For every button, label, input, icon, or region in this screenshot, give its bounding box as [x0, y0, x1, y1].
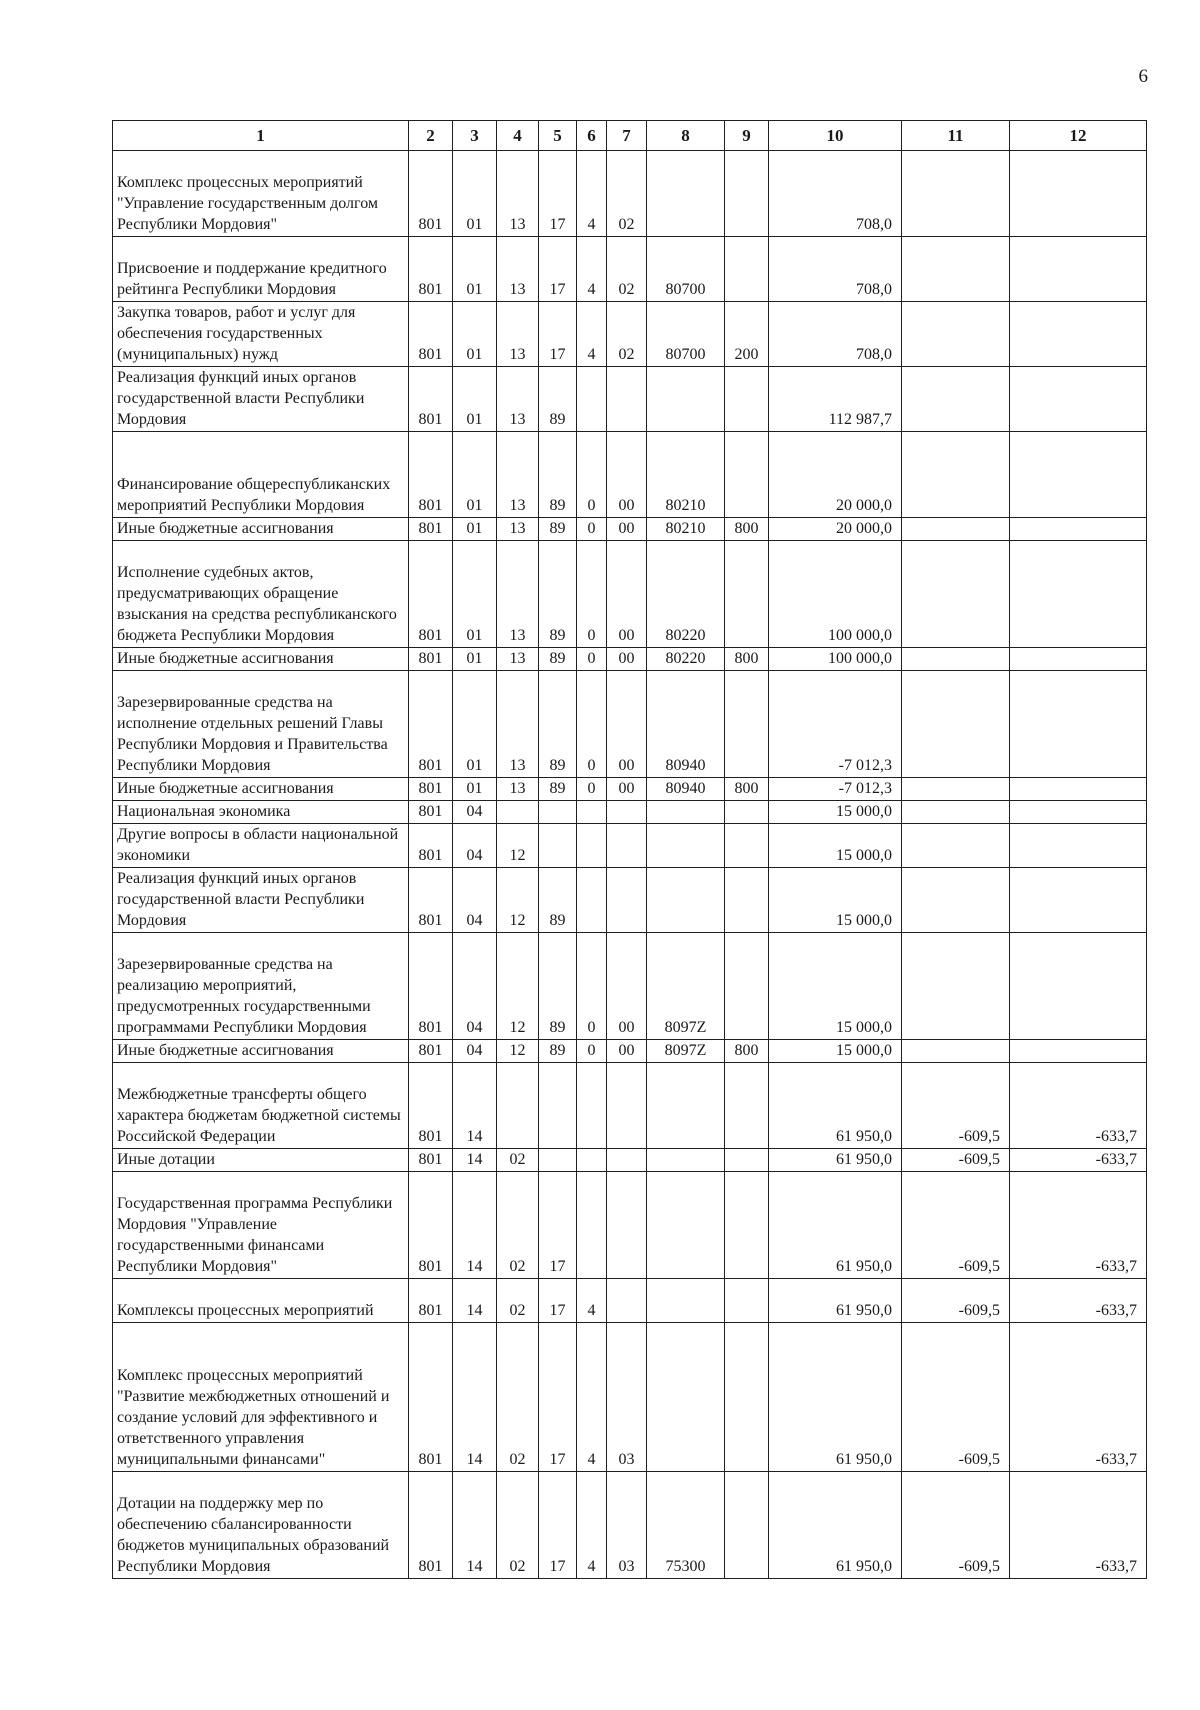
code-prog-cell: 17: [539, 1172, 577, 1279]
amount-col10-cell: 61 950,0: [769, 1279, 902, 1323]
code-event-cell: [607, 367, 647, 432]
amount-col10-cell: 15 000,0: [769, 801, 902, 824]
code-pr-cell: 02: [497, 1472, 539, 1579]
code-dir-cell: [647, 1172, 725, 1279]
code-prog-cell: 17: [539, 1279, 577, 1323]
code-pr-cell: 12: [497, 933, 539, 1040]
code-event-cell: [607, 824, 647, 868]
code-pr-cell: 13: [497, 648, 539, 671]
code-pr-cell: 13: [497, 151, 539, 237]
row-name-cell: Государственная программа Республики Мордовия "Управление государственными финансами Республики Мордовия": [113, 1172, 409, 1279]
code-vr-cell: [725, 1172, 769, 1279]
code-gr-cell: 801: [409, 1063, 453, 1149]
code-pr-cell: 13: [497, 778, 539, 801]
amount-col12-cell: [1010, 302, 1147, 367]
code-dir-cell: [647, 151, 725, 237]
amount-col12-cell: [1010, 868, 1147, 933]
code-pr-cell: 13: [497, 237, 539, 302]
code-dir-cell: [647, 1323, 725, 1472]
code-gr-cell: 801: [409, 801, 453, 824]
amount-col11-cell: [902, 778, 1010, 801]
page-number: 6: [1138, 66, 1148, 87]
column-header: 8: [647, 121, 725, 151]
code-pr-cell: 13: [497, 432, 539, 518]
amount-col11-cell: [902, 432, 1010, 518]
code-gr-cell: 801: [409, 518, 453, 541]
code-vr-cell: [725, 868, 769, 933]
code-prog-cell: 89: [539, 541, 577, 648]
code-rz-cell: 14: [453, 1063, 497, 1149]
code-prog-cell: 89: [539, 868, 577, 933]
amount-col10-cell: -7 012,3: [769, 778, 902, 801]
row-name-cell: Дотации на поддержку мер по обеспечению сбалансированности бюджетов муниципальных образований Республики Мордовия: [113, 1472, 409, 1579]
amount-col10-cell: 61 950,0: [769, 1172, 902, 1279]
code-gr-cell: 801: [409, 302, 453, 367]
amount-col11-cell: [902, 151, 1010, 237]
header-row: [113, 121, 1147, 151]
amount-col12-cell: -633,7: [1010, 1279, 1147, 1323]
amount-col10-cell: 708,0: [769, 237, 902, 302]
code-sub-cell: [577, 868, 607, 933]
row-name-cell: Комплексы процессных мероприятий: [113, 1279, 409, 1323]
amount-col12-cell: -633,7: [1010, 1323, 1147, 1472]
code-event-cell: 03: [607, 1323, 647, 1472]
code-gr-cell: 801: [409, 671, 453, 778]
amount-col12-cell: [1010, 1040, 1147, 1063]
code-rz-cell: 01: [453, 541, 497, 648]
code-rz-cell: 14: [453, 1172, 497, 1279]
amount-col11-cell: [902, 237, 1010, 302]
code-vr-cell: [725, 541, 769, 648]
code-rz-cell: 14: [453, 1279, 497, 1323]
amount-col10-cell: 20 000,0: [769, 518, 902, 541]
amount-col10-cell: 112 987,7: [769, 367, 902, 432]
amount-col10-cell: 100 000,0: [769, 648, 902, 671]
amount-col10-cell: 708,0: [769, 302, 902, 367]
code-event-cell: [607, 1149, 647, 1172]
code-dir-cell: 80940: [647, 671, 725, 778]
code-prog-cell: 89: [539, 933, 577, 1040]
code-dir-cell: 80700: [647, 237, 725, 302]
code-sub-cell: [577, 1149, 607, 1172]
code-prog-cell: 89: [539, 671, 577, 778]
code-prog-cell: 17: [539, 1323, 577, 1472]
code-pr-cell: 13: [497, 302, 539, 367]
code-sub-cell: 0: [577, 671, 607, 778]
code-event-cell: 00: [607, 518, 647, 541]
code-gr-cell: 801: [409, 778, 453, 801]
code-rz-cell: 14: [453, 1149, 497, 1172]
code-dir-cell: 8097Z: [647, 1040, 725, 1063]
code-prog-cell: 89: [539, 1040, 577, 1063]
code-rz-cell: 04: [453, 1040, 497, 1063]
amount-col11-cell: [902, 541, 1010, 648]
code-sub-cell: 0: [577, 541, 607, 648]
code-event-cell: 00: [607, 648, 647, 671]
row-name-cell: Реализация функций иных органов государственной власти Республики Мордовия: [113, 367, 409, 432]
table-row: [113, 648, 1147, 671]
code-prog-cell: 17: [539, 237, 577, 302]
column-header: 7: [607, 121, 647, 151]
code-rz-cell: 04: [453, 868, 497, 933]
code-gr-cell: 801: [409, 1149, 453, 1172]
row-name-cell: Зарезервированные средства на исполнение отдельных решений Главы Республики Мордовия и Правительства Республики Мордовия: [113, 671, 409, 778]
amount-col11-cell: -609,5: [902, 1279, 1010, 1323]
budget-table: [112, 120, 1147, 1579]
code-gr-cell: 801: [409, 1040, 453, 1063]
table-row: [113, 1472, 1147, 1579]
code-gr-cell: 801: [409, 1323, 453, 1472]
code-prog-cell: 17: [539, 1472, 577, 1579]
code-sub-cell: 0: [577, 1040, 607, 1063]
code-vr-cell: [725, 824, 769, 868]
code-sub-cell: 0: [577, 432, 607, 518]
code-pr-cell: 02: [497, 1279, 539, 1323]
row-name-cell: Исполнение судебных актов, предусматривающих обращение взыскания на средства республиканского бюджета Республики Мордовия: [113, 541, 409, 648]
code-vr-cell: [725, 367, 769, 432]
code-gr-cell: 801: [409, 1472, 453, 1579]
code-rz-cell: 01: [453, 518, 497, 541]
column-header: 5: [539, 121, 577, 151]
column-header: 6: [577, 121, 607, 151]
table-row: [113, 1279, 1147, 1323]
code-event-cell: 02: [607, 151, 647, 237]
code-rz-cell: 01: [453, 151, 497, 237]
table-row: [113, 151, 1147, 237]
code-vr-cell: 200: [725, 302, 769, 367]
code-prog-cell: [539, 1149, 577, 1172]
code-pr-cell: 12: [497, 1040, 539, 1063]
code-sub-cell: 4: [577, 302, 607, 367]
table-row: [113, 801, 1147, 824]
amount-col12-cell: [1010, 801, 1147, 824]
code-dir-cell: 80940: [647, 778, 725, 801]
code-pr-cell: 13: [497, 367, 539, 432]
amount-col10-cell: 20 000,0: [769, 432, 902, 518]
code-rz-cell: 01: [453, 671, 497, 778]
amount-col11-cell: -609,5: [902, 1149, 1010, 1172]
code-dir-cell: [647, 1279, 725, 1323]
table-row: [113, 432, 1147, 518]
code-pr-cell: 13: [497, 671, 539, 778]
amount-col11-cell: -609,5: [902, 1063, 1010, 1149]
code-rz-cell: 04: [453, 824, 497, 868]
code-vr-cell: [725, 432, 769, 518]
code-rz-cell: 14: [453, 1472, 497, 1579]
code-dir-cell: [647, 868, 725, 933]
code-gr-cell: 801: [409, 237, 453, 302]
code-prog-cell: 89: [539, 367, 577, 432]
amount-col12-cell: [1010, 432, 1147, 518]
code-dir-cell: 8097Z: [647, 933, 725, 1040]
code-vr-cell: [725, 1279, 769, 1323]
budget-table-container: [112, 120, 1146, 1579]
code-rz-cell: 14: [453, 1323, 497, 1472]
code-gr-cell: 801: [409, 933, 453, 1040]
amount-col12-cell: [1010, 541, 1147, 648]
code-dir-cell: 80220: [647, 648, 725, 671]
code-rz-cell: 01: [453, 237, 497, 302]
amount-col12-cell: -633,7: [1010, 1063, 1147, 1149]
code-vr-cell: [725, 801, 769, 824]
row-name-cell: Иные дотации: [113, 1149, 409, 1172]
code-rz-cell: 01: [453, 432, 497, 518]
column-header: 10: [769, 121, 902, 151]
code-dir-cell: 80700: [647, 302, 725, 367]
code-rz-cell: 01: [453, 648, 497, 671]
table-row: [113, 671, 1147, 778]
table-body: [113, 151, 1147, 1579]
row-name-cell: Иные бюджетные ассигнования: [113, 518, 409, 541]
code-vr-cell: 800: [725, 1040, 769, 1063]
amount-col11-cell: -609,5: [902, 1323, 1010, 1472]
code-pr-cell: 12: [497, 824, 539, 868]
code-prog-cell: [539, 801, 577, 824]
code-gr-cell: 801: [409, 1172, 453, 1279]
table-row: [113, 367, 1147, 432]
code-sub-cell: 4: [577, 1472, 607, 1579]
code-dir-cell: [647, 367, 725, 432]
amount-col12-cell: [1010, 518, 1147, 541]
amount-col11-cell: [902, 671, 1010, 778]
code-sub-cell: 0: [577, 518, 607, 541]
amount-col11-cell: [902, 824, 1010, 868]
code-sub-cell: 4: [577, 1323, 607, 1472]
code-pr-cell: 13: [497, 541, 539, 648]
table-row: [113, 1172, 1147, 1279]
code-gr-cell: 801: [409, 151, 453, 237]
table-row: [113, 1149, 1147, 1172]
code-event-cell: [607, 1063, 647, 1149]
row-name-cell: Иные бюджетные ассигнования: [113, 1040, 409, 1063]
amount-col10-cell: 61 950,0: [769, 1149, 902, 1172]
amount-col10-cell: 15 000,0: [769, 824, 902, 868]
row-name-cell: Комплекс процессных мероприятий "Управление государственным долгом Республики Мордовия": [113, 151, 409, 237]
code-rz-cell: 04: [453, 801, 497, 824]
code-event-cell: 00: [607, 541, 647, 648]
code-vr-cell: [725, 237, 769, 302]
amount-col12-cell: -633,7: [1010, 1472, 1147, 1579]
amount-col11-cell: -609,5: [902, 1172, 1010, 1279]
code-pr-cell: 02: [497, 1149, 539, 1172]
code-sub-cell: 0: [577, 648, 607, 671]
amount-col11-cell: [902, 933, 1010, 1040]
code-vr-cell: [725, 1323, 769, 1472]
row-name-cell: Присвоение и поддержание кредитного рейтинга Республики Мордовия: [113, 237, 409, 302]
code-sub-cell: 0: [577, 778, 607, 801]
code-rz-cell: 01: [453, 778, 497, 801]
table-row: [113, 1040, 1147, 1063]
amount-col10-cell: -7 012,3: [769, 671, 902, 778]
table-row: [113, 933, 1147, 1040]
column-header: 11: [902, 121, 1010, 151]
amount-col10-cell: 61 950,0: [769, 1323, 902, 1472]
amount-col12-cell: -633,7: [1010, 1149, 1147, 1172]
code-dir-cell: [647, 1149, 725, 1172]
table-row: [113, 868, 1147, 933]
amount-col10-cell: 61 950,0: [769, 1063, 902, 1149]
column-header: 4: [497, 121, 539, 151]
amount-col12-cell: [1010, 671, 1147, 778]
row-name-cell: Межбюджетные трансферты общего характера бюджетам бюджетной системы Российской Федерации: [113, 1063, 409, 1149]
code-prog-cell: 89: [539, 518, 577, 541]
code-vr-cell: [725, 1063, 769, 1149]
code-event-cell: 00: [607, 671, 647, 778]
code-dir-cell: [647, 801, 725, 824]
code-gr-cell: 801: [409, 868, 453, 933]
amount-col12-cell: [1010, 367, 1147, 432]
code-sub-cell: 4: [577, 237, 607, 302]
amount-col11-cell: [902, 302, 1010, 367]
row-name-cell: Реализация функций иных органов государственной власти Республики Мордовия: [113, 868, 409, 933]
code-gr-cell: 801: [409, 432, 453, 518]
code-dir-cell: [647, 824, 725, 868]
code-vr-cell: [725, 1149, 769, 1172]
row-name-cell: Комплекс процессных мероприятий "Развитие межбюджетных отношений и создание условий для эффективного и ответственного управления муниципальными финансами": [113, 1323, 409, 1472]
code-sub-cell: [577, 367, 607, 432]
code-vr-cell: 800: [725, 648, 769, 671]
amount-col10-cell: 100 000,0: [769, 541, 902, 648]
code-gr-cell: 801: [409, 648, 453, 671]
code-vr-cell: [725, 1472, 769, 1579]
code-pr-cell: 12: [497, 868, 539, 933]
code-event-cell: 00: [607, 933, 647, 1040]
code-event-cell: 00: [607, 1040, 647, 1063]
amount-col11-cell: -609,5: [902, 1472, 1010, 1579]
code-vr-cell: [725, 671, 769, 778]
table-row: [113, 1323, 1147, 1472]
code-pr-cell: 02: [497, 1323, 539, 1472]
code-vr-cell: [725, 151, 769, 237]
amount-col10-cell: 15 000,0: [769, 868, 902, 933]
code-dir-cell: [647, 1063, 725, 1149]
code-event-cell: [607, 801, 647, 824]
amount-col12-cell: [1010, 648, 1147, 671]
amount-col11-cell: [902, 1040, 1010, 1063]
code-event-cell: 00: [607, 778, 647, 801]
code-dir-cell: 80210: [647, 518, 725, 541]
table-row: [113, 778, 1147, 801]
code-sub-cell: [577, 1063, 607, 1149]
code-event-cell: 02: [607, 237, 647, 302]
amount-col10-cell: 15 000,0: [769, 933, 902, 1040]
table-row: [113, 518, 1147, 541]
row-name-cell: Иные бюджетные ассигнования: [113, 648, 409, 671]
code-rz-cell: 01: [453, 302, 497, 367]
code-dir-cell: 75300: [647, 1472, 725, 1579]
code-vr-cell: 800: [725, 778, 769, 801]
row-name-cell: Национальная экономика: [113, 801, 409, 824]
code-event-cell: 02: [607, 302, 647, 367]
amount-col12-cell: -633,7: [1010, 1172, 1147, 1279]
amount-col10-cell: 61 950,0: [769, 1472, 902, 1579]
code-pr-cell: 02: [497, 1172, 539, 1279]
column-header: 1: [113, 121, 409, 151]
amount-col10-cell: 15 000,0: [769, 1040, 902, 1063]
code-dir-cell: 80210: [647, 432, 725, 518]
column-header: 3: [453, 121, 497, 151]
code-sub-cell: 4: [577, 1279, 607, 1323]
amount-col12-cell: [1010, 151, 1147, 237]
code-dir-cell: 80220: [647, 541, 725, 648]
amount-col11-cell: [902, 648, 1010, 671]
code-pr-cell: [497, 1063, 539, 1149]
amount-col11-cell: [902, 801, 1010, 824]
amount-col11-cell: [902, 367, 1010, 432]
row-name-cell: Зарезервированные средства на реализацию мероприятий, предусмотренных государственными программами Республики Мордовия: [113, 933, 409, 1040]
code-sub-cell: 4: [577, 151, 607, 237]
code-rz-cell: 04: [453, 933, 497, 1040]
code-prog-cell: 17: [539, 302, 577, 367]
amount-col11-cell: [902, 868, 1010, 933]
code-gr-cell: 801: [409, 541, 453, 648]
code-sub-cell: [577, 1172, 607, 1279]
column-header: 12: [1010, 121, 1147, 151]
table-row: [113, 1063, 1147, 1149]
table-row: [113, 302, 1147, 367]
code-prog-cell: 89: [539, 778, 577, 801]
code-gr-cell: 801: [409, 1279, 453, 1323]
row-name-cell: Другие вопросы в области национальной экономики: [113, 824, 409, 868]
code-sub-cell: [577, 801, 607, 824]
code-event-cell: [607, 868, 647, 933]
code-event-cell: 00: [607, 432, 647, 518]
amount-col12-cell: [1010, 933, 1147, 1040]
code-gr-cell: 801: [409, 367, 453, 432]
row-name-cell: Иные бюджетные ассигнования: [113, 778, 409, 801]
code-gr-cell: 801: [409, 824, 453, 868]
code-event-cell: [607, 1172, 647, 1279]
table-row: [113, 541, 1147, 648]
amount-col12-cell: [1010, 824, 1147, 868]
code-prog-cell: 17: [539, 151, 577, 237]
code-vr-cell: [725, 933, 769, 1040]
amount-col10-cell: 708,0: [769, 151, 902, 237]
table-row: [113, 237, 1147, 302]
code-prog-cell: [539, 1063, 577, 1149]
amount-col12-cell: [1010, 237, 1147, 302]
amount-col11-cell: [902, 518, 1010, 541]
row-name-cell: Закупка товаров, работ и услуг для обеспечения государственных (муниципальных) нужд: [113, 302, 409, 367]
row-name-cell: Финансирование общереспубликанских мероприятий Республики Мордовия: [113, 432, 409, 518]
code-rz-cell: 01: [453, 367, 497, 432]
code-prog-cell: 89: [539, 432, 577, 518]
column-header: 2: [409, 121, 453, 151]
amount-col12-cell: [1010, 778, 1147, 801]
code-event-cell: 03: [607, 1472, 647, 1579]
code-prog-cell: 89: [539, 648, 577, 671]
table-row: [113, 824, 1147, 868]
code-event-cell: [607, 1279, 647, 1323]
code-vr-cell: 800: [725, 518, 769, 541]
code-pr-cell: 13: [497, 518, 539, 541]
code-prog-cell: [539, 824, 577, 868]
code-sub-cell: [577, 824, 607, 868]
code-pr-cell: [497, 801, 539, 824]
column-header: 9: [725, 121, 769, 151]
code-sub-cell: 0: [577, 933, 607, 1040]
